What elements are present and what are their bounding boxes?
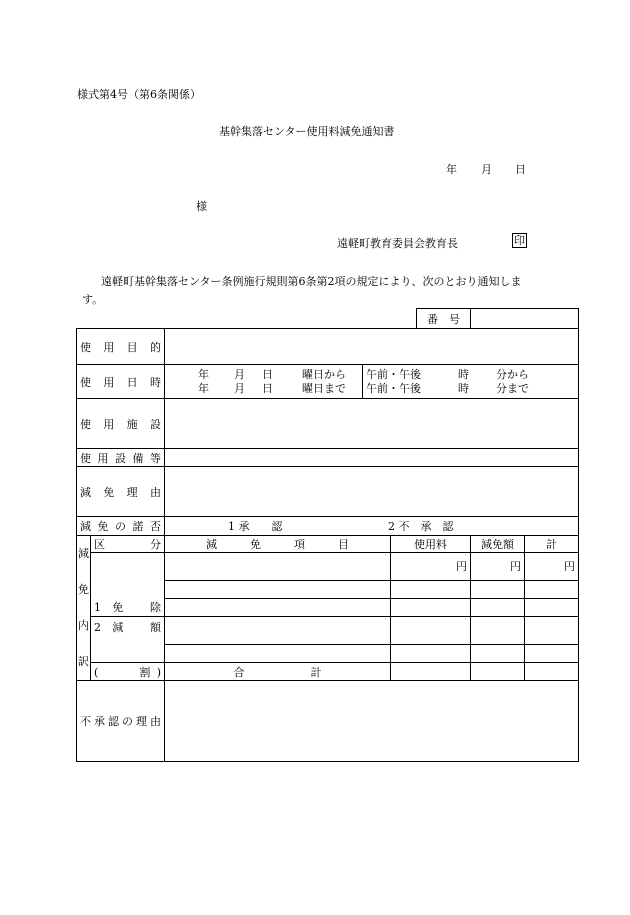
reduction-row-5[interactable] xyxy=(471,645,525,663)
number-field[interactable] xyxy=(471,309,579,329)
date-year: 年 xyxy=(446,163,457,176)
reduction-header: 減免額 xyxy=(471,536,525,553)
reason-field[interactable] xyxy=(165,467,579,517)
sender: 遠軽町教育委員会教育長 xyxy=(337,237,458,250)
total-row-2[interactable] xyxy=(525,580,579,598)
reject-reason-label: 不承認の理由 xyxy=(80,715,161,728)
datetime-label: 使用日時 xyxy=(80,375,161,389)
item-row-3[interactable] xyxy=(165,598,391,616)
addressee-suffix: 様 xyxy=(196,200,207,213)
item-header: 減 免 項 目 xyxy=(165,536,391,553)
total-row-3[interactable] xyxy=(525,598,579,616)
seal-stamp: 印 xyxy=(514,234,525,247)
facility-label: 使用施設 xyxy=(80,417,161,431)
time-range-field[interactable]: 午前・午後 時 分から 午前・午後 時 分まで xyxy=(363,365,579,399)
fee-row-5[interactable] xyxy=(391,645,471,663)
breakdown-label: 減 免 内 訳 xyxy=(77,536,91,681)
ratio-cell[interactable]: ( 割) xyxy=(91,663,165,681)
notification-table xyxy=(76,308,579,762)
total-row-5[interactable] xyxy=(525,645,579,663)
item-row-1[interactable] xyxy=(165,553,391,581)
approve-option[interactable]: 1 承 認 xyxy=(228,520,283,533)
reason-label: 減免理由 xyxy=(80,485,161,499)
category-header: 区 分 xyxy=(94,538,161,551)
approval-options[interactable] xyxy=(165,517,579,536)
reduction-row-2[interactable] xyxy=(471,580,525,598)
purpose-field[interactable] xyxy=(165,329,579,365)
reduction-yen: 円 xyxy=(471,553,525,581)
page-title: 基幹集落センター使用料減免通知書 xyxy=(219,125,395,138)
facility-field[interactable] xyxy=(165,399,579,449)
approval-label: 減免の諾否 xyxy=(80,520,161,533)
fee-row-3[interactable] xyxy=(391,598,471,616)
date-range-field[interactable]: 年 月 日 曜日から 年 月 日 曜日まで xyxy=(165,365,363,399)
reduction-row-4[interactable] xyxy=(471,616,525,645)
fee-header: 使用料 xyxy=(391,536,471,553)
date-day: 日 xyxy=(515,163,526,176)
total-header: 計 xyxy=(525,536,579,553)
exemption-cell: 1 免 除 xyxy=(91,553,165,617)
equipment-label: 使用設備等 xyxy=(80,451,161,465)
total-yen: 円 xyxy=(525,553,579,581)
number-label: 番 号 xyxy=(417,309,471,329)
body-line-1: 遠軽町基幹集落センター条例施行規則第6条第2項の規定により、次のとおり通知しま xyxy=(101,275,522,288)
reject-option[interactable]: 2 不 承 認 xyxy=(388,520,454,533)
date-month: 月 xyxy=(481,163,492,176)
item-row-5[interactable] xyxy=(165,645,391,663)
purpose-label: 使用目的 xyxy=(80,340,161,354)
total-sum[interactable] xyxy=(525,663,579,681)
item-row-2[interactable] xyxy=(165,580,391,598)
reduction-row-3[interactable] xyxy=(471,598,525,616)
sum-label: 合 計 xyxy=(165,663,391,681)
form-reference: 様式第4号（第6条関係） xyxy=(77,88,201,101)
reject-reason-field[interactable] xyxy=(165,681,579,762)
reduction-cell: 2 減 額 xyxy=(91,616,165,663)
fee-row-2[interactable] xyxy=(391,580,471,598)
total-row-4[interactable] xyxy=(525,616,579,645)
item-row-4[interactable] xyxy=(165,616,391,645)
equipment-field[interactable] xyxy=(165,449,579,467)
body-line-2: す。 xyxy=(82,293,104,306)
fee-yen: 円 xyxy=(391,553,471,581)
reduction-sum[interactable] xyxy=(471,663,525,681)
fee-sum[interactable] xyxy=(391,663,471,681)
fee-row-4[interactable] xyxy=(391,616,471,645)
